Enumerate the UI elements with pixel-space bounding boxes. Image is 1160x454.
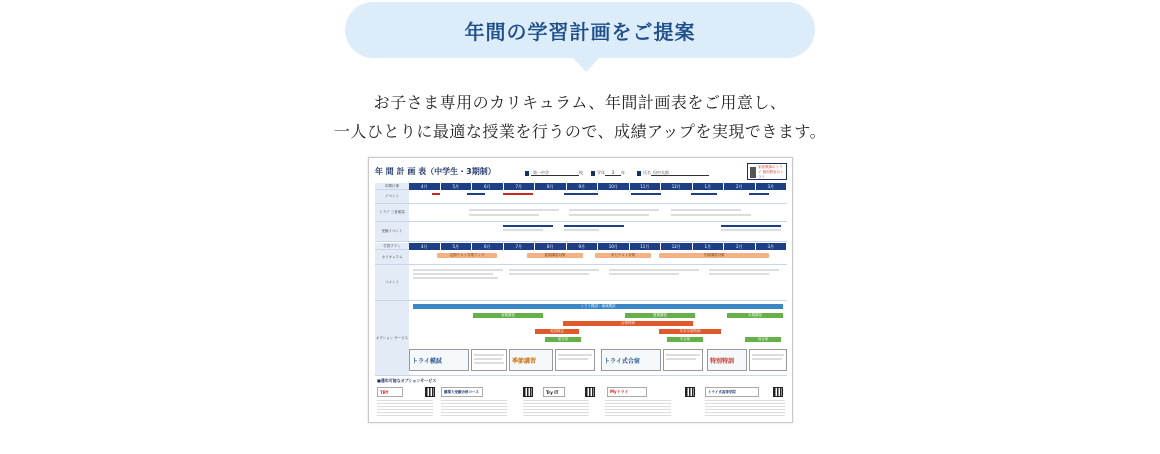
text-line xyxy=(509,273,589,275)
month-cell: 4月 xyxy=(409,243,441,250)
text-line xyxy=(503,229,543,231)
month-cell: 11月 xyxy=(630,243,662,250)
meeting-band xyxy=(409,204,787,222)
service-box xyxy=(601,349,661,371)
row-label-meeting: トライ 三者面談 xyxy=(375,204,409,222)
grade-field xyxy=(591,170,625,176)
service-text-block xyxy=(523,400,589,418)
event-bar xyxy=(749,193,769,195)
grade-value: 3 xyxy=(605,170,621,176)
exam-bar xyxy=(721,225,781,227)
month-cell: 9月 xyxy=(567,183,599,190)
event-bar xyxy=(564,193,598,195)
qr-code-icon xyxy=(773,387,783,397)
service-text-block xyxy=(705,400,785,418)
text-line xyxy=(671,209,741,211)
bottom-section-title: ■通年可能なオプションサービス xyxy=(377,378,437,383)
service-text-block xyxy=(377,400,433,418)
arrow-summer: 夏期講習 xyxy=(625,313,695,318)
text-line xyxy=(558,354,592,356)
row-label-option-service: オプション サービス xyxy=(375,301,409,376)
description-line-1: お子さま専用のカリキュラム、年間計画表をご用意し、 xyxy=(373,93,787,112)
arrow-main: トライ模試・地域模試 xyxy=(413,304,783,309)
text-line xyxy=(469,209,559,211)
event-bar xyxy=(503,193,533,195)
name-field xyxy=(637,170,709,176)
exam-event-band xyxy=(409,222,787,242)
month-cell: 8月 xyxy=(535,183,567,190)
field-marker xyxy=(637,171,641,176)
curriculum-chip: 実力テスト対策 xyxy=(595,253,651,258)
arrow-winter-camp: 冬合宿 xyxy=(667,337,703,342)
text-line xyxy=(609,273,679,275)
qr-code-icon xyxy=(685,387,695,397)
text-line xyxy=(474,362,504,364)
month-cell: 2月 xyxy=(724,183,756,190)
bottom-service-logo: Try IT xyxy=(543,387,565,397)
brand-badge xyxy=(747,163,787,180)
month-cell: 6月 xyxy=(472,243,504,250)
bottom-service-logo: Myトライ xyxy=(607,387,647,397)
row-label-event: イベント xyxy=(375,190,409,204)
bottom-service-logo: 難関大受験合格コース xyxy=(441,387,483,397)
school-value: 第一中学 xyxy=(531,170,579,176)
curriculum-chip: 定期テスト対策アップ xyxy=(437,253,497,258)
month-cell: 8月 xyxy=(535,243,567,250)
service-note xyxy=(555,349,595,371)
text-line xyxy=(709,269,779,271)
arrow-camp: 合宿特訓 xyxy=(563,321,693,326)
month-cell: 6月 xyxy=(472,183,504,190)
section-title-bubble xyxy=(345,2,815,58)
arrow-english: 英語検定 xyxy=(535,329,579,334)
try-logo: TRY xyxy=(377,387,403,397)
event-bar xyxy=(432,193,440,195)
text-line xyxy=(752,354,784,356)
teacher-icon xyxy=(750,167,756,178)
exam-bar xyxy=(503,225,553,227)
row-label-study-plan: 学習プラン xyxy=(375,243,409,250)
text-line xyxy=(558,358,588,360)
month-header-row xyxy=(375,183,787,190)
service-text-block xyxy=(441,400,507,418)
service-title: 特別特訓 xyxy=(710,358,735,365)
month-cell: 7月 xyxy=(504,183,536,190)
curriculum-chip: 冬期講習対策 xyxy=(659,253,769,258)
service-title: 季節講習 xyxy=(512,358,537,365)
month-cell: 10月 xyxy=(598,183,630,190)
text-line xyxy=(671,214,751,216)
service-boxes xyxy=(409,349,787,373)
text-line xyxy=(569,214,649,216)
service-note xyxy=(663,349,703,371)
curriculum-chip: 夏期講習対策 xyxy=(527,253,583,258)
event-band xyxy=(409,190,787,204)
name-value: 田中太郎 xyxy=(651,170,709,176)
month-cell: 12月 xyxy=(661,243,693,250)
sheet-header xyxy=(375,163,787,181)
text-line xyxy=(509,269,599,271)
month-cell: 3月 xyxy=(756,243,788,250)
text-line xyxy=(564,229,599,231)
text-line xyxy=(721,229,781,231)
description-line-2: 一人ひとりに最適な授業を行うので、成績アップを実現できます。 xyxy=(333,122,827,141)
text-line xyxy=(569,209,659,211)
service-text-block xyxy=(605,400,671,418)
month-header-label: 年間行事 xyxy=(375,183,409,190)
service-title: トライ模試 xyxy=(412,358,442,365)
month-cell: 1月 xyxy=(693,183,725,190)
service-box xyxy=(707,349,747,371)
event-bar xyxy=(467,193,485,195)
curriculum-band xyxy=(409,250,787,265)
month-cell: 11月 xyxy=(630,183,662,190)
qr-code-icon xyxy=(585,387,595,397)
month-cell: 5月 xyxy=(441,243,473,250)
annual-plan-sheet-image xyxy=(368,157,793,423)
month-cell: 4月 xyxy=(409,183,441,190)
month-cell: 1月 xyxy=(693,243,725,250)
bottom-service-logo: トライ式高等学院 xyxy=(705,387,759,397)
qr-code-icon xyxy=(425,387,435,397)
text-line xyxy=(413,277,498,279)
text-line xyxy=(666,358,696,360)
month-cell: 7月 xyxy=(504,243,536,250)
qr-code-icon xyxy=(523,387,533,397)
month-cell: 9月 xyxy=(567,243,599,250)
arrow-winter: 冬期講習 xyxy=(727,313,783,318)
field-marker xyxy=(591,171,595,176)
month-cell: 3月 xyxy=(756,183,788,190)
arrow-spring: 春期講習 xyxy=(473,313,543,318)
month-cell: 10月 xyxy=(598,243,630,250)
school-suffix: 校 xyxy=(579,170,583,175)
service-box xyxy=(409,349,469,371)
month-cell: 12月 xyxy=(661,183,693,190)
arrow-new-year: 年末年始特訓 xyxy=(659,329,721,334)
text-line xyxy=(413,269,503,271)
row-label-exam-event: 受験イベント xyxy=(375,222,409,242)
text-line xyxy=(666,354,700,356)
text-line xyxy=(474,358,502,360)
month-cell: 2月 xyxy=(724,243,756,250)
text-line xyxy=(609,269,699,271)
field-marker xyxy=(525,171,529,176)
text-line xyxy=(709,273,769,275)
event-bar xyxy=(691,193,717,195)
exam-bar xyxy=(564,225,624,227)
option-band xyxy=(409,301,787,376)
arrow-spring-camp: 春合宿 xyxy=(745,337,781,342)
comment-band xyxy=(409,265,787,301)
event-bar xyxy=(631,193,661,195)
row-label-comment: コメント xyxy=(375,265,409,301)
month-cell: 5月 xyxy=(441,183,473,190)
grade-label: 学年 xyxy=(597,170,605,175)
arrow-summer-camp: 夏合宿 xyxy=(545,337,581,342)
grade-suffix: 年 xyxy=(621,170,625,175)
service-title: トライ式合宿 xyxy=(604,358,640,365)
text-line xyxy=(474,354,504,356)
section-title: 年間の学習計画をご提案 xyxy=(464,19,696,44)
service-note xyxy=(471,349,507,371)
text-line xyxy=(752,358,782,360)
row-label-curriculum: カリキュラム xyxy=(375,250,409,265)
sheet-title: 年 間 計 画 表（中学生・3期制） xyxy=(375,167,496,176)
text-line xyxy=(413,273,493,275)
text-line xyxy=(469,214,539,216)
brand-badge-text: 家庭教師のトライ 個別教室のトライ xyxy=(758,165,784,179)
service-note xyxy=(749,349,787,371)
service-box xyxy=(509,349,553,371)
name-label: 氏名 xyxy=(643,170,651,175)
school-field xyxy=(525,170,583,176)
month-plan-row xyxy=(375,243,787,250)
